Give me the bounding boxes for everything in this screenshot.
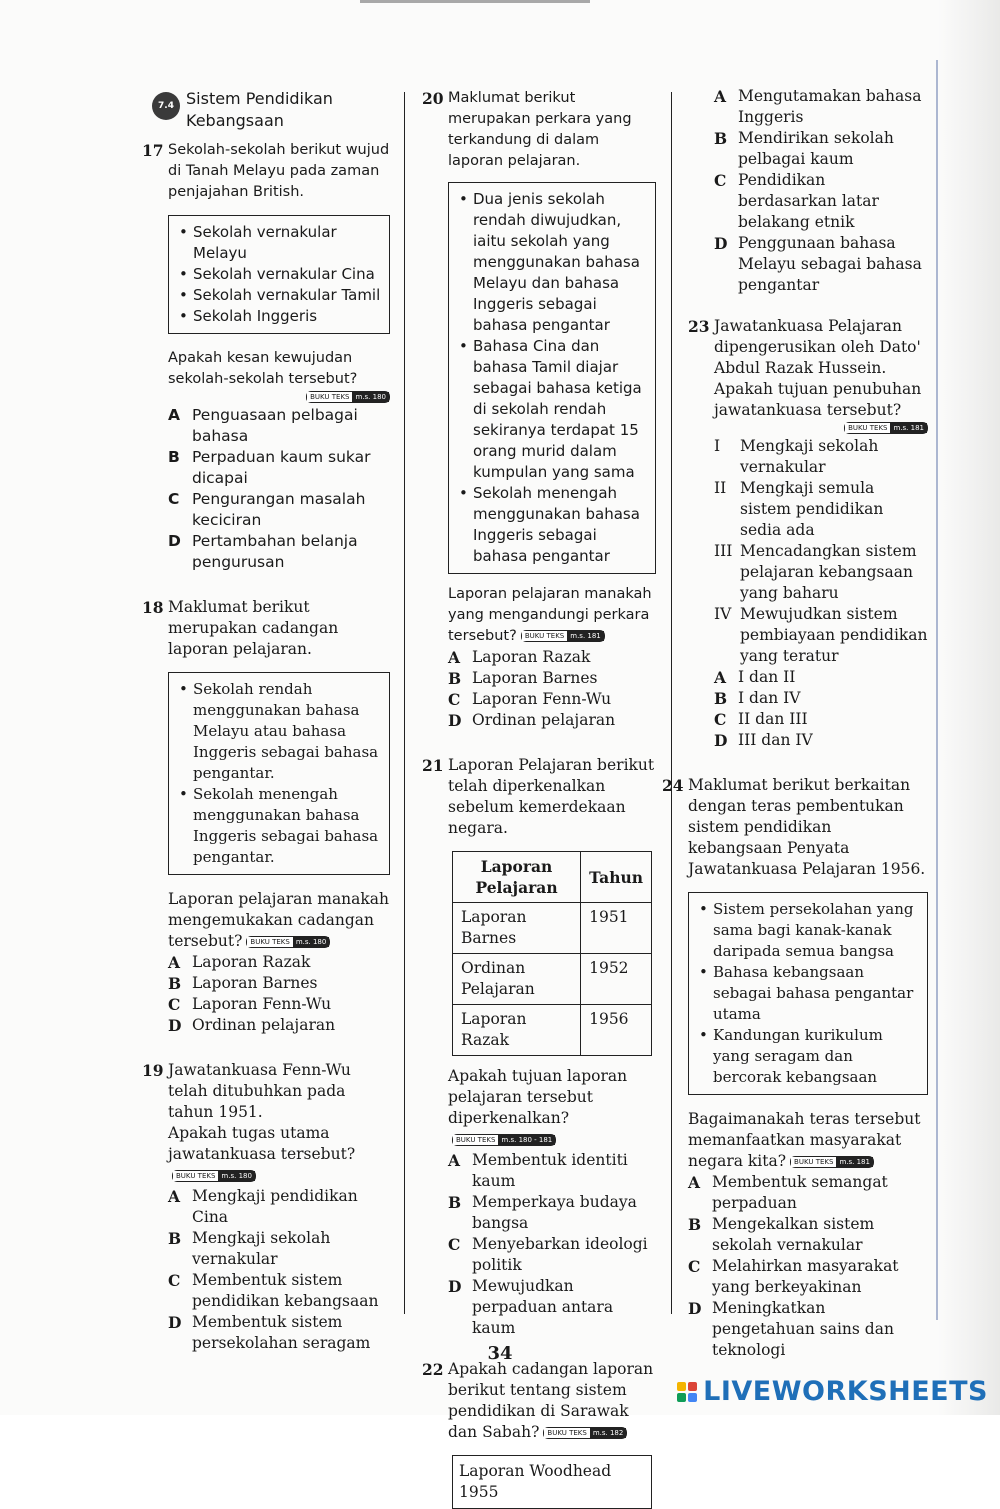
option-text: Mengkaji sekolah vernakular [192,1229,331,1268]
report-table [452,851,652,1056]
option-c[interactable] [168,1270,390,1312]
ref-page: m.s. 181 [890,423,927,433]
question-22 [422,1359,656,1443]
option-label: D [168,1313,182,1332]
option-label: D [168,1016,182,1035]
option-text: Membentuk sistem persekolahan seragam [192,1313,371,1352]
ref-label: BUKU TEKS [247,937,292,947]
option-text: Laporan Razak [192,953,311,971]
question-body [168,140,390,573]
ref-label: BUKU TEKS [173,1171,218,1181]
option-a[interactable] [448,647,656,668]
info-box [168,672,390,875]
prompt-text: Apakah tugas utama jawatankuasa tersebut? [168,1124,356,1163]
option-b[interactable] [714,128,928,170]
question-19 [142,1060,390,1354]
question-number: 19 [142,1061,164,1080]
logo-text: LIVEWORKSHEETS [703,1376,988,1407]
option-label: B [168,974,182,993]
table-row [453,954,652,1005]
question-prompt: Apakah tujuan penubuhan jawatankuasa tersebut? [714,380,922,419]
info-item: • Sekolah menengah menggunakan bahasa Inggeris sebagai bahasa pengantar [457,483,647,567]
option-c[interactable] [448,689,656,710]
option-d[interactable] [168,1015,390,1036]
option-label: A [448,648,461,667]
option-label: A [448,1151,461,1170]
option-d[interactable] [448,1276,656,1339]
prompt-text: Laporan pelajaran manakah mengemukakan cadangan tersebut? [168,890,390,950]
option-text: I dan IV [738,689,801,707]
option-text: Menyebarkan ideologi politik [472,1235,648,1274]
question-stem: Jawatankuasa Pelajaran dipengerusikan oleh Dato' Abdul Razak Hussein. [714,317,921,377]
info-item: • Bahasa Cina dan bahasa Tamil diajar sebagai bahasa ketiga di sekolah rendah sekiranya terdapat 15 orang murid dalam kumpulan yang sama [457,336,647,483]
option-d[interactable] [448,710,656,731]
option-text: Membentuk semangat perpaduan [712,1173,888,1212]
question-stem: Laporan Pelajaran berikut telah diperkenalkan sebelum kemerdekaan negara. [448,756,655,837]
ref-page: m.s. 181 [836,1157,873,1167]
section-title [186,88,333,132]
question-stem-row [662,775,928,880]
option-text: Mengutamakan bahasa Inggeris [738,87,922,126]
option-d[interactable] [168,531,390,573]
prompt-text: Laporan pelajaran manakah yang mengandungi perkara tersebut? [448,586,652,644]
question-body [448,755,656,839]
option-text: I dan II [738,668,796,686]
table-cell: Laporan Barnes [453,903,581,954]
option-label: C [168,995,181,1014]
question-22-options [714,86,928,296]
option-label: A [714,668,727,687]
option-label: C [688,1257,701,1276]
question-prompt: Apakah kesan kewujudan sekolah-sekolah tersebut? [168,350,358,387]
option-text: Laporan Razak [472,648,591,666]
info-item: • Sekolah rendah menggunakan bahasa Melayu atau bahasa Inggeris sebagai bahasa pengantar. [177,679,381,784]
info-item: • Sekolah vernakular Melayu [177,222,381,264]
option-label: C [168,1271,181,1290]
logo-square [677,1393,686,1402]
question-number: 18 [142,598,164,617]
option-b[interactable] [688,1214,928,1256]
option-label: A [714,87,727,106]
ref-label: BUKU TEKS [791,1157,836,1167]
option-text: Pendidikan berdasarkan latar belakang etnik [738,171,879,231]
info-item: • Sistem persekolahan yang sama bagi kanak-kanak daripada semua bangsa [697,899,919,962]
prompt-text: Apakah tujuan laporan pelajaran tersebut diperkenalkan? [448,1067,628,1127]
ref-page: m.s. 182 [590,1428,627,1438]
option-b[interactable] [448,1192,656,1234]
option-label: D [688,1299,702,1318]
statement-ii [714,478,928,541]
option-text: Penguasaan pelbagai bahasa [192,406,358,445]
question-number: 24 [662,776,684,795]
option-c[interactable] [714,170,928,233]
question-prompt [448,584,656,647]
option-a[interactable] [714,86,928,128]
liveworksheets-logo[interactable] [677,1376,988,1407]
option-text: II dan III [738,710,808,728]
table-header: Laporan Pelajaran [453,852,581,903]
option-label: C [448,690,461,709]
option-d[interactable] [714,233,928,296]
prompt-text: Bagaimanakah teras tersebut memanfaatkan masyarakat negara kita? [688,1110,921,1170]
option-c[interactable] [688,1256,928,1298]
option-text: Meningkatkan pengetahuan sains dan teknologi [712,1299,894,1359]
question-stem: Sekolah-sekolah berikut wujud di Tanah Melayu pada zaman penjajahan British. [168,142,390,200]
column-2 [422,88,656,1509]
option-text: Mewujudkan perpaduan antara kaum [472,1277,614,1337]
question-stem: Maklumat berikut merupakan cadangan laporan pelajaran. [168,598,339,658]
option-label: C [714,171,727,190]
section-title-line: Sistem Pendidikan [186,89,333,108]
option-b[interactable] [168,447,390,489]
option-c[interactable] [168,489,390,531]
ref-label: BUKU TEKS [544,1428,589,1438]
info-box [448,182,656,574]
option-label: A [168,1187,181,1206]
option-a[interactable] [688,1172,928,1214]
option-c[interactable] [448,1234,656,1276]
ref-page: m.s. 180 [352,392,389,402]
report-box: Laporan Woodhead 1955 [452,1455,652,1509]
option-a[interactable] [168,405,390,447]
question-body [448,88,656,731]
question-prompt [688,1109,928,1172]
option-label: B [688,1215,702,1234]
question-number: 22 [422,1360,444,1379]
table-cell: Ordinan Pelajaran [453,954,581,1005]
ref-page: m.s. 181 [567,631,604,641]
option-label: B [168,448,180,466]
question-body [448,1359,656,1443]
question-number: 17 [142,141,164,160]
option-label: D [448,711,462,730]
option-b[interactable] [714,688,928,709]
question-number: 23 [688,317,710,336]
statement-label: I [714,437,721,455]
question-23 [688,316,928,751]
textbook-ref [714,422,928,434]
info-item: • Sekolah vernakular Cina [177,264,381,285]
question-stem: Maklumat berikut merupakan perkara yang terkandung di dalam laporan pelajaran. [448,90,632,169]
option-label: A [168,953,181,972]
scan-artifact [360,0,590,3]
question-21-continued [448,1066,656,1339]
option-d[interactable] [714,730,928,751]
option-b[interactable] [168,973,390,994]
option-label: B [448,1193,462,1212]
statement-label: II [714,479,727,497]
question-body [168,597,390,1036]
question-24 [662,775,928,1361]
table-row [453,1005,652,1056]
table-header: Tahun [581,852,652,903]
option-text: Pertambahan belanja pengurusan [192,532,358,571]
page-number: 34 [487,1343,513,1364]
question-stem: Jawatankuasa Fenn-Wu telah ditubuhkan pada tahun 1951. [168,1061,351,1121]
option-text: Laporan Barnes [472,669,598,687]
question-prompt [168,1123,390,1186]
statement-iii [714,541,928,604]
option-text: Ordinan pelajaran [472,711,616,729]
option-label: D [714,731,728,750]
option-a[interactable] [714,667,928,688]
section-heading [152,88,390,132]
statement-label: IV [714,605,732,623]
statement-i [714,436,928,478]
option-text: Laporan Fenn-Wu [472,690,612,708]
logo-square [688,1382,697,1391]
question-stem: Maklumat berikut berkaitan dengan teras pembentukan sistem pendidikan kebangsaan Penyata Jawatankuasa Pelajaran 1956. [688,776,926,878]
table-cell: 1956 [581,1005,652,1056]
question-body [662,775,928,1361]
option-text: Perpaduan kaum sukar dicapai [192,448,371,487]
question-prompt [168,889,390,952]
question-24-continued [688,1109,928,1361]
info-item: • Sekolah vernakular Tamil [177,285,381,306]
ref-page: m.s. 180 - 181 [498,1135,555,1145]
info-item: • Dua jenis sekolah rendah diwujudkan, iaitu sekolah yang menggunakan bahasa Melayu dan bahasa Inggeris sebagai bahasa pengantar [457,189,647,336]
option-text: Laporan Barnes [192,974,318,992]
logo-icon [677,1382,697,1402]
info-item: • Sekolah menengah menggunakan bahasa Inggeris sebagai bahasa pengantar. [177,784,381,868]
info-item: • Sekolah Inggeris [177,306,381,327]
stem-text: Apakah cadangan laporan berikut tentang sistem pendidikan di Sarawak dan Sabah? [448,1360,654,1441]
statement-text: Mencadangkan sistem pelajaran kebangsaan yang baharu [740,542,917,602]
column-3 [662,86,928,1365]
table-row [453,903,652,954]
ref-label: BUKU TEKS [522,631,567,641]
option-label: D [448,1277,462,1296]
option-label: D [714,234,728,253]
option-text: Laporan Fenn-Wu [192,995,332,1013]
info-item: • Bahasa kebangsaan sebagai bahasa pengantar utama [697,962,919,1025]
option-text: III dan IV [738,731,813,749]
option-b[interactable] [168,1228,390,1270]
question-18 [142,597,390,1036]
ref-label: BUKU TEKS [307,392,352,402]
option-c[interactable] [168,994,390,1015]
option-text: Penggunaan bahasa Melayu sebagai bahasa pengantar [738,234,922,294]
option-label: B [714,689,728,708]
option-label: C [168,490,180,508]
question-number: 20 [422,89,444,108]
statement-text: Mengkaji sekolah vernakular [740,437,879,476]
info-item: • Kandungan kurikulum yang seragam dan bercorak kebangsaan [697,1025,919,1088]
section-badge: 7.4 [152,92,180,120]
ref-page: m.s. 180 [293,937,330,947]
option-label: B [168,1229,182,1248]
question-body [714,316,928,751]
question-stem [448,1359,656,1443]
option-a[interactable] [168,952,390,973]
option-text: Membentuk identiti kaum [472,1151,628,1190]
page-edge-shadow [938,0,1000,1415]
logo-square [677,1382,686,1391]
question-20 [422,88,656,731]
question-number: 21 [422,756,444,775]
option-label: C [714,710,727,729]
option-text: Mengekalkan sistem sekolah vernakular [712,1215,875,1254]
option-c[interactable] [714,709,928,730]
question-17 [142,140,390,573]
option-label: A [688,1173,701,1192]
textbook-ref [168,391,390,403]
binding-line [936,60,938,1320]
option-text: Memperkaya budaya bangsa [472,1193,637,1232]
question-21 [422,755,656,839]
option-label: B [714,129,728,148]
option-text: Mengkaji pendidikan Cina [192,1187,358,1226]
info-box [168,215,390,334]
statement-label: III [714,542,733,560]
question-body [168,1060,390,1354]
option-text: Membentuk sistem pendidikan kebangsaan [192,1271,379,1310]
option-text: Mendirikan sekolah pelbagai kaum [738,129,894,168]
info-box [688,892,928,1095]
ref-page: m.s. 180 [218,1171,255,1181]
option-a[interactable] [448,1150,656,1192]
column-1 [142,88,390,1358]
statement-text: Mengkaji semula sistem pendidikan sedia ada [740,479,884,539]
option-text: Pengurangan masalah keciciran [192,490,366,529]
column-divider [404,92,405,1314]
table-cell: 1952 [581,954,652,1005]
logo-square [688,1393,697,1402]
option-label: D [168,532,181,550]
option-label: B [448,669,462,688]
ref-label: BUKU TEKS [845,423,890,433]
option-a[interactable] [168,1186,390,1228]
question-prompt [448,1066,656,1150]
option-text: Melahirkan masyarakat yang berkeyakinan [712,1257,899,1296]
table-cell: 1951 [581,903,652,954]
statement-iv [714,604,928,667]
option-label: C [448,1235,461,1254]
option-label: A [168,406,180,424]
section-title-line: Kebangsaan [186,111,284,130]
statement-text: Mewujudkan sistem pembiayaan pendidikan yang teratur [740,605,928,665]
table-header-row [453,852,652,903]
option-b[interactable] [448,668,656,689]
option-text: Ordinan pelajaran [192,1016,336,1034]
table-cell: Laporan Razak [453,1005,581,1056]
ref-label: BUKU TEKS [453,1135,498,1145]
